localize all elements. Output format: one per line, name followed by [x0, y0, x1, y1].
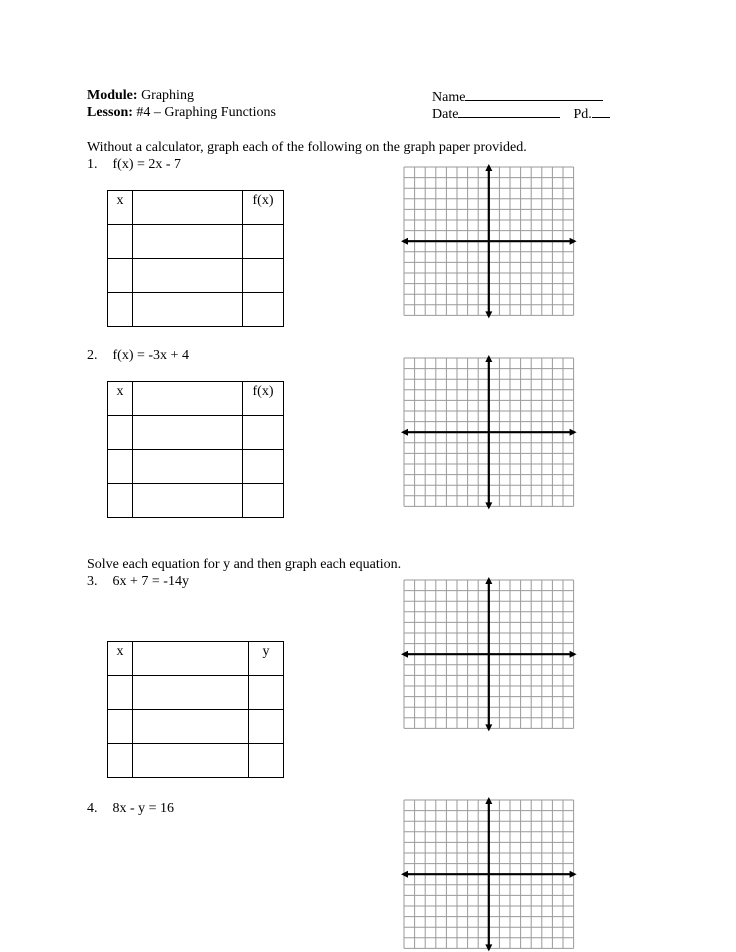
xy-table-3: [107, 641, 284, 778]
header-cell-y: y: [249, 642, 284, 676]
table-cell[interactable]: [243, 484, 284, 518]
problem-3: [87, 574, 189, 590]
header-cell-x: x: [108, 642, 133, 676]
name-field[interactable]: [465, 88, 603, 101]
problem-number: 4.: [87, 801, 98, 816]
problem-equation: f(x) = 2x - 7: [112, 157, 182, 172]
table-cell[interactable]: [108, 225, 133, 259]
pd-field[interactable]: [592, 105, 610, 118]
module-line: [87, 88, 194, 104]
table-cell[interactable]: [133, 744, 249, 778]
table-cell[interactable]: [133, 225, 243, 259]
table-cell[interactable]: [249, 710, 284, 744]
table-cell[interactable]: [108, 416, 133, 450]
pd-label: Pd.: [573, 107, 592, 122]
table-cell[interactable]: [108, 676, 133, 710]
instruction-1: Without a calculator, graph each of the following on the graph paper provided.: [87, 140, 527, 155]
table-cell[interactable]: [108, 450, 133, 484]
table-cell[interactable]: [243, 293, 284, 327]
graph-paper-2[interactable]: [399, 355, 581, 509]
graph-paper-1[interactable]: [399, 164, 581, 318]
problem-number: 1.: [87, 157, 98, 172]
table-cell[interactable]: [249, 676, 284, 710]
header-cell-fx: f(x): [243, 382, 284, 416]
table-cell[interactable]: [243, 416, 284, 450]
table-cell[interactable]: [108, 259, 133, 293]
lesson-label: Lesson:: [87, 105, 133, 120]
problem-2: [87, 348, 189, 364]
module-label: Module:: [87, 88, 138, 103]
problem-number: 2.: [87, 348, 98, 363]
table-cell[interactable]: [133, 259, 243, 293]
date-line: [432, 105, 610, 123]
table-cell[interactable]: [133, 382, 243, 416]
table-cell[interactable]: [243, 225, 284, 259]
table-cell[interactable]: [133, 191, 243, 225]
xy-table-2: [107, 381, 284, 518]
header-cell-fx: f(x): [243, 191, 284, 225]
xy-table-1: [107, 190, 284, 327]
header-cell-x: x: [108, 191, 133, 225]
table-cell[interactable]: [108, 293, 133, 327]
problem-equation: 6x + 7 = -14y: [112, 574, 189, 589]
table-cell[interactable]: [133, 710, 249, 744]
graph-paper-3[interactable]: [399, 577, 581, 731]
table-cell[interactable]: [133, 642, 249, 676]
name-label: Name: [432, 90, 466, 105]
table-cell[interactable]: [133, 416, 243, 450]
lesson-line: [87, 105, 276, 121]
table-cell[interactable]: [133, 450, 243, 484]
problem-1: [87, 157, 181, 173]
name-line: [432, 88, 603, 106]
table-cell[interactable]: [108, 744, 133, 778]
x-axis-arrow-right: [570, 651, 577, 658]
module-value: Graphing: [141, 88, 194, 103]
x-axis-arrow-right: [570, 238, 577, 245]
table-cell[interactable]: [108, 710, 133, 744]
table-cell[interactable]: [133, 293, 243, 327]
date-field[interactable]: [458, 105, 560, 118]
table-cell[interactable]: [249, 744, 284, 778]
lesson-value: #4 – Graphing Functions: [136, 105, 277, 120]
problem-4: [87, 801, 174, 817]
table-cell[interactable]: [133, 676, 249, 710]
problem-equation: f(x) = -3x + 4: [112, 348, 189, 363]
table-cell[interactable]: [243, 450, 284, 484]
x-axis-arrow-right: [570, 871, 577, 878]
date-label: Date: [432, 107, 459, 122]
header-cell-x: x: [108, 382, 133, 416]
problem-number: 3.: [87, 574, 98, 589]
instruction-2: Solve each equation for y and then graph each equation.: [87, 557, 402, 572]
table-cell[interactable]: [243, 259, 284, 293]
table-cell[interactable]: [108, 484, 133, 518]
graph-paper-4[interactable]: [399, 797, 581, 951]
problem-equation: 8x - y = 16: [112, 801, 175, 816]
table-cell[interactable]: [133, 484, 243, 518]
x-axis-arrow-right: [570, 429, 577, 436]
